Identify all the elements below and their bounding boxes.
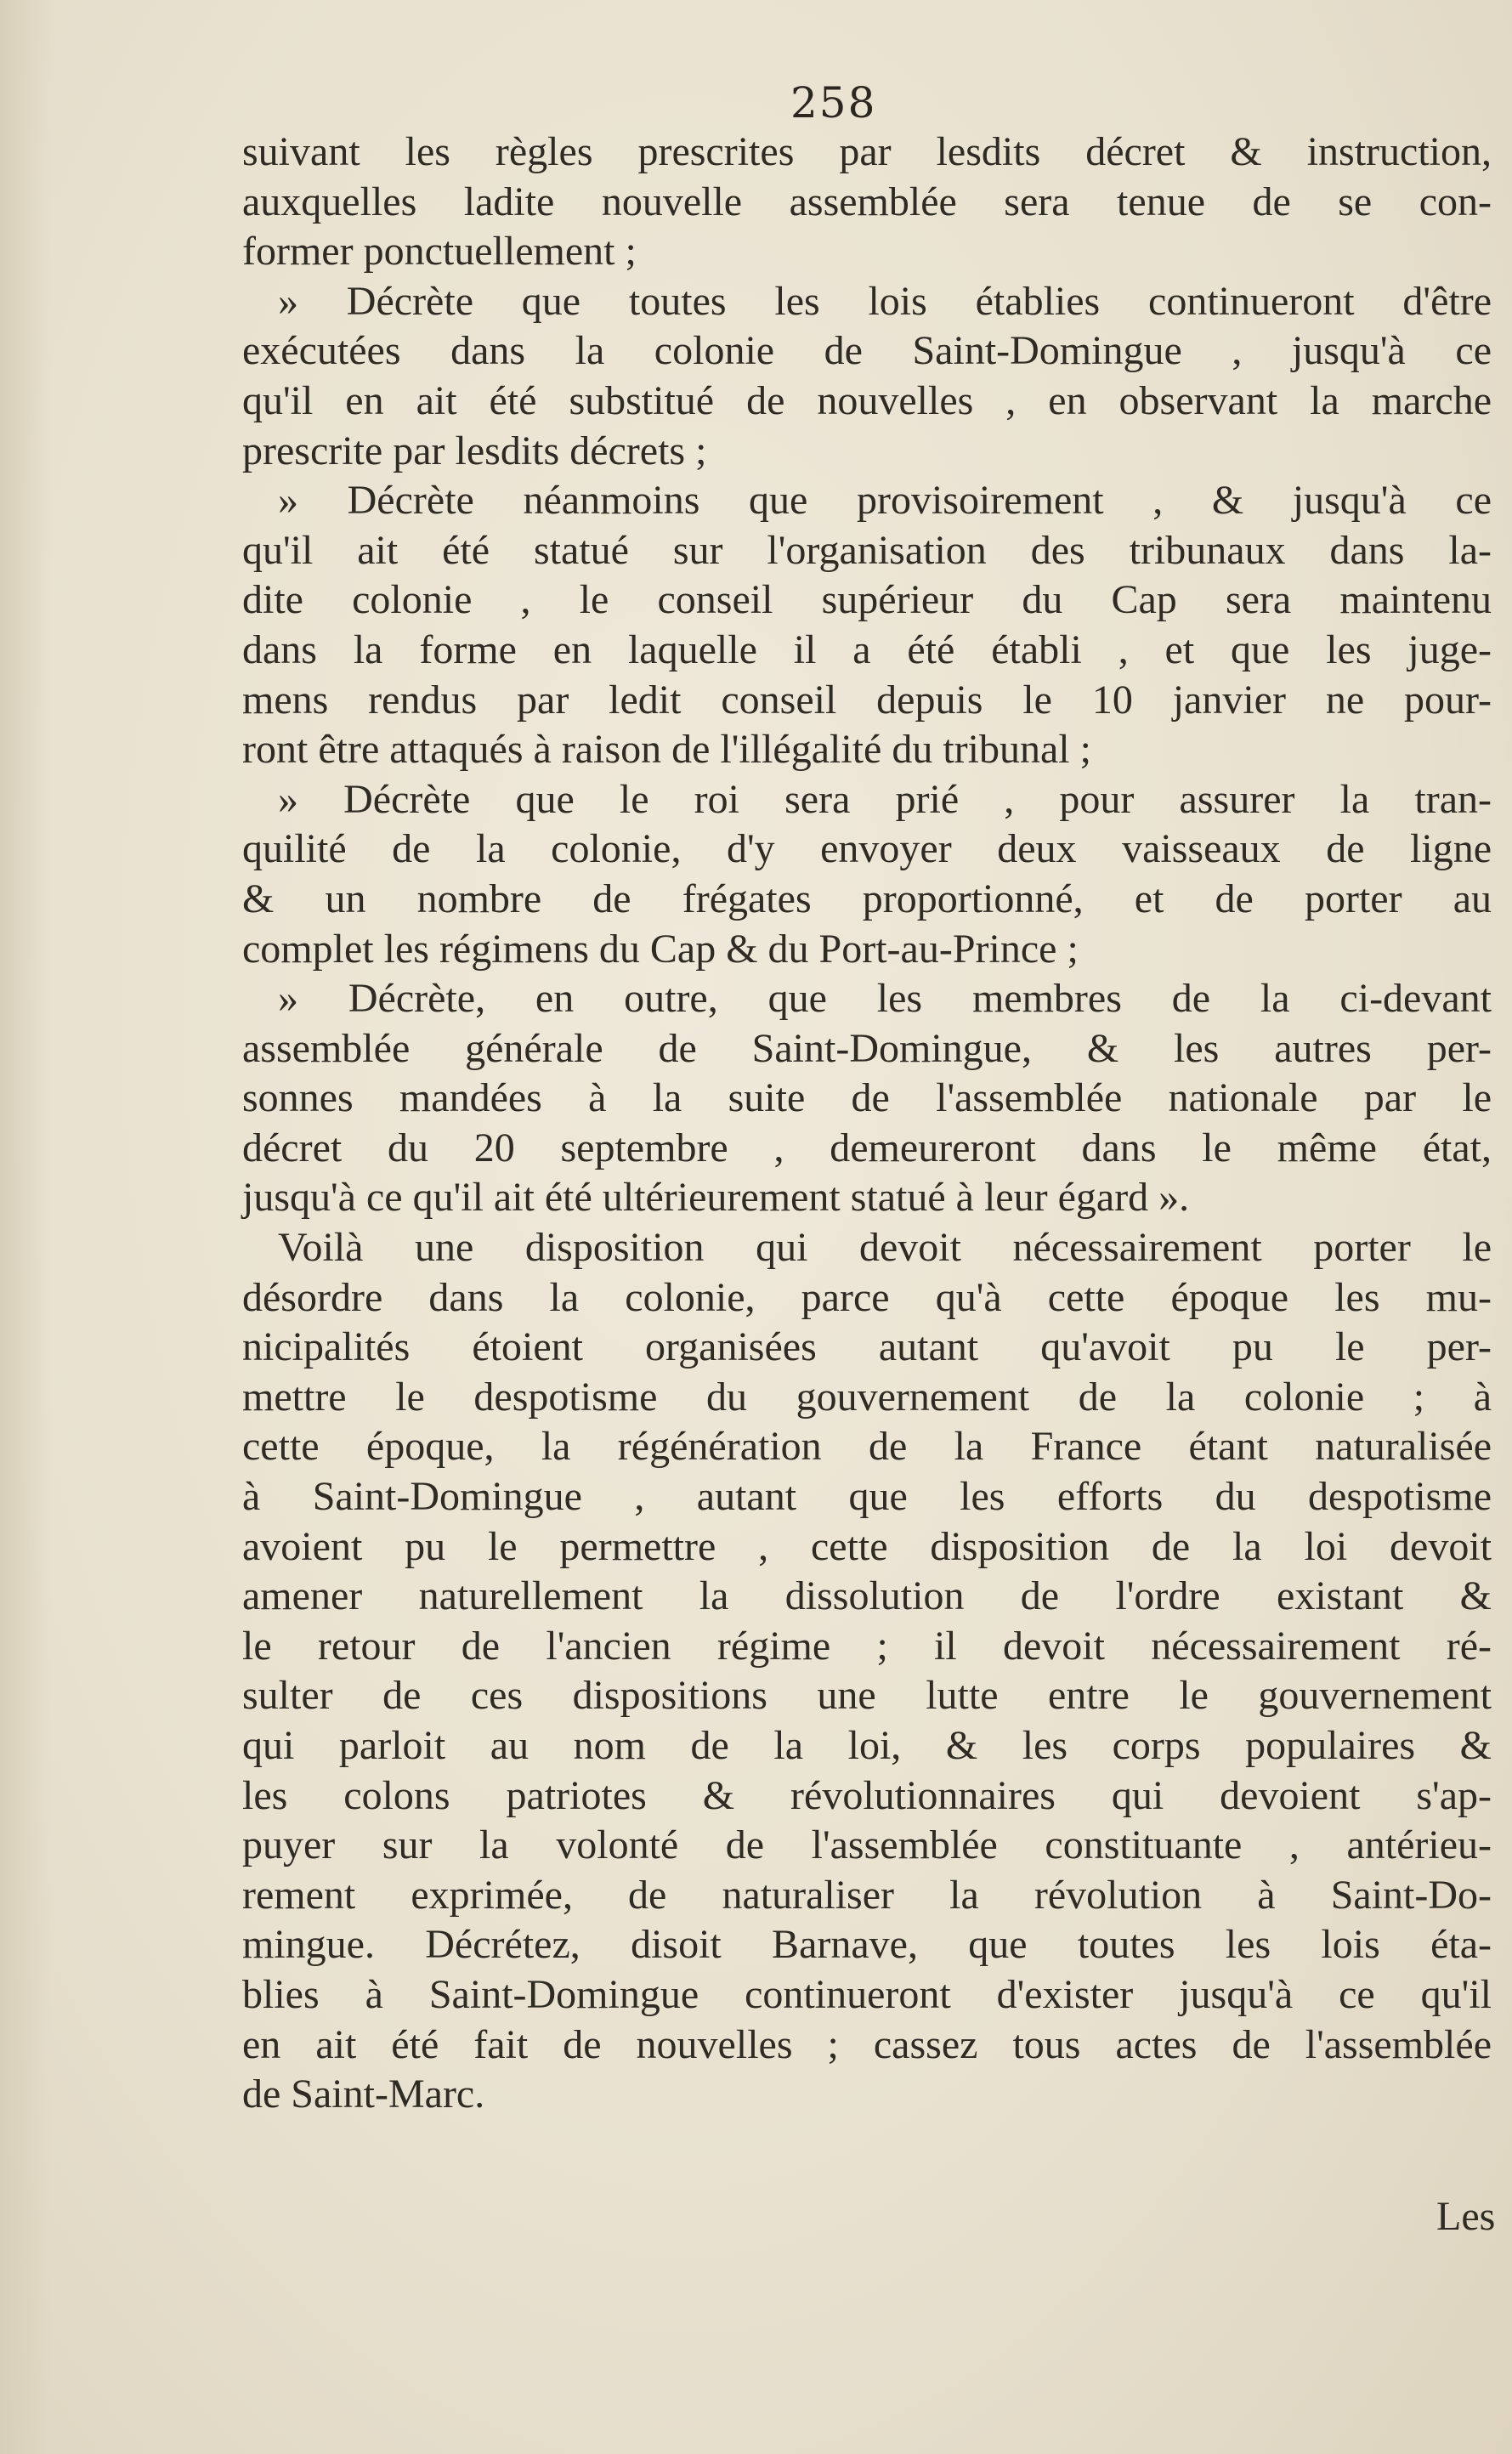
text-line: puyer sur la volonté de l'assemblée constituante , antérieu-	[242, 1822, 1492, 1868]
text-line: mingue. Décrétez, disoit Barnave, que toutes les lois éta-	[242, 1922, 1492, 1968]
text-line: décret du 20 septembre , demeureront dans le même état,	[242, 1125, 1492, 1170]
text-line: mettre le despotisme du gouvernement de la colonie ; à	[242, 1374, 1492, 1420]
text-line: qui parloit au nom de la loi, & les corps populaires &	[242, 1723, 1492, 1768]
text-line: amener naturellement la dissolution de l'ordre existant &	[242, 1573, 1492, 1619]
body-text	[242, 128, 1492, 2120]
text-line: rement exprimée, de naturaliser la révolution à Saint-Do-	[242, 1872, 1492, 1918]
text-line: de Saint-Marc.	[242, 2071, 485, 2117]
text-line: » Décrète que toutes les lois établies continueront d'être	[278, 278, 1492, 324]
text-line: le retour de l'ancien régime ; il devoit nécessairement ré-	[242, 1623, 1492, 1669]
text-line: mens rendus par ledit conseil depuis le 10 janvier ne pour-	[242, 677, 1492, 723]
text-line: » Décrète, en outre, que les membres de la ci-devant	[278, 976, 1492, 1022]
text-line: nicipalités étoient organisées autant qu'avoit pu le per-	[242, 1324, 1492, 1370]
text-line: en ait été fait de nouvelles ; cassez tous actes de l'assemblée	[242, 2021, 1492, 2067]
text-line: » Décrète néanmoins que provisoirement , & jusqu'à ce	[278, 478, 1492, 524]
text-line: auxquelles ladite nouvelle assemblée sera tenue de se con-	[242, 179, 1492, 224]
text-line: désordre dans la colonie, parce qu'à cette époque les mu-	[242, 1274, 1492, 1320]
text-line: ront être attaqués à raison de l'illégalité du tribunal ;	[242, 727, 1091, 773]
text-line: Voilà une disposition qui devoit nécessairement porter le	[278, 1225, 1492, 1271]
text-line: quilité de la colonie, d'y envoyer deux vaisseaux de ligne	[242, 826, 1492, 872]
text-line: assemblée générale de Saint-Domingue, & les autres per-	[242, 1025, 1492, 1071]
text-line: prescrite par lesdits décrets ;	[242, 428, 707, 473]
text-line: sulter de ces dispositions une lutte entre le gouvernement	[242, 1673, 1492, 1719]
text-line: » Décrète que le roi sera prié , pour assurer la tran-	[278, 776, 1492, 822]
text-line: complet les régimens du Cap & du Port-au-Prince ;	[242, 926, 1079, 972]
text-line: former ponctuellement ;	[242, 229, 637, 275]
text-line: avoient pu le permettre , cette disposition de la loi devoit	[242, 1523, 1492, 1569]
text-line: exécutées dans la colonie de Saint-Domingue , jusqu'à ce	[242, 328, 1492, 374]
catchword: Les	[1436, 2194, 1496, 2239]
text-line: dite colonie , le conseil supérieur du Cap sera maintenu	[242, 577, 1492, 623]
text-line: & un nombre de frégates proportionné, et de porter au	[242, 876, 1492, 921]
text-line: à Saint-Domingue , autant que les efforts du despotisme	[242, 1474, 1492, 1520]
text-line: blies à Saint-Domingue continueront d'exister jusqu'à ce qu'il	[242, 1971, 1492, 2017]
page-binding-shadow	[0, 0, 51, 2454]
text-line: sonnes mandées à la suite de l'assemblée nationale par le	[242, 1075, 1492, 1121]
text-line: cette époque, la régénération de la France étant naturalisée	[242, 1424, 1492, 1470]
text-line: qu'il en ait été substitué de nouvelles , en observant la marche	[242, 377, 1492, 423]
text-line: qu'il ait été statué sur l'organisation des tribunaux dans la-	[242, 527, 1492, 573]
page-number: 258	[790, 78, 877, 128]
text-line: dans la forme en laquelle il a été établi , et que les juge-	[242, 626, 1492, 672]
text-line: jusqu'à ce qu'il ait été ultérieurement statué à leur égard ».	[242, 1175, 1190, 1221]
text-line: suivant les règles prescrites par lesdits décret & instruction,	[242, 129, 1492, 174]
text-line: les colons patriotes & révolutionnaires qui devoient s'ap-	[242, 1772, 1492, 1818]
